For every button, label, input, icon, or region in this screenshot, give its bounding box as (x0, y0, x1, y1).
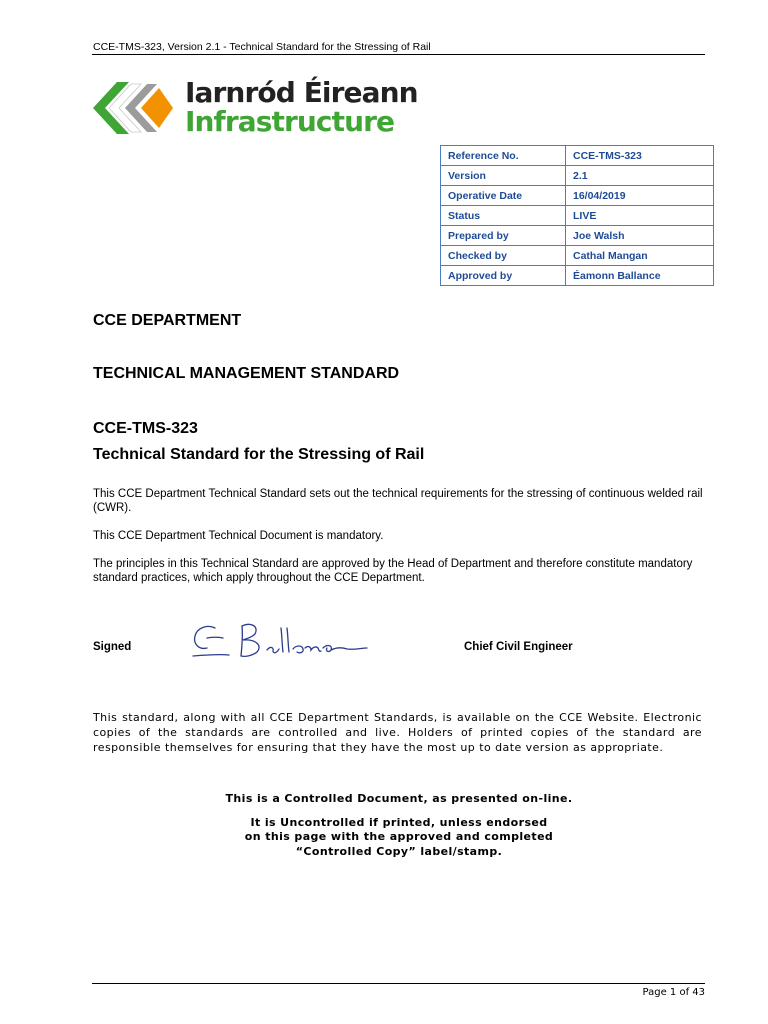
ref-label: Approved by (441, 266, 566, 286)
uncontrolled-notice-line: “Controlled Copy” label/stamp. (295, 845, 503, 858)
table-row (441, 226, 714, 246)
document-title-heading: Technical Standard for the Stressing of Rail (93, 446, 425, 463)
signer-title: Chief Civil Engineer (464, 641, 573, 653)
handwritten-signature (185, 610, 375, 665)
ref-value: Joe Walsh (566, 226, 714, 246)
ref-label: Checked by (441, 246, 566, 266)
mandatory-paragraph: This CCE Department Technical Document is mandatory. (93, 530, 384, 542)
department-heading: CCE DEPARTMENT (93, 312, 242, 329)
ref-label: Version (441, 166, 566, 186)
table-row (441, 206, 714, 226)
controlled-notice: This is a Controlled Document, as presented on-line. (225, 792, 573, 805)
availability-notice: This standard, along with all CCE Department Standards, is available on the CCE Website. Electronic copies of the standards are controlled and live. Holders of printed copies of the standard are responsible themselves for ensuring that they have the most up to date version as appropriate. (93, 711, 702, 754)
ref-value: LIVE (566, 206, 714, 226)
logo-text-brand: Iarnród Éireann (185, 76, 418, 109)
table-row (441, 186, 714, 206)
header-divider (92, 54, 705, 55)
uncontrolled-notice-line: on this page with the approved and completed (244, 830, 554, 843)
ref-label: Operative Date (441, 186, 566, 206)
ref-label: Reference No. (441, 146, 566, 166)
ref-value: 16/04/2019 (566, 186, 714, 206)
ref-value: Cathal Mangan (566, 246, 714, 266)
ref-value: 2.1 (566, 166, 714, 186)
document-code-heading: CCE-TMS-323 (93, 420, 198, 437)
ref-value: CCE-TMS-323 (566, 146, 714, 166)
company-logo (93, 76, 418, 138)
ref-label: Status (441, 206, 566, 226)
logo-mark-icon (93, 82, 173, 134)
footer-divider (92, 983, 705, 984)
standard-type-heading: TECHNICAL MANAGEMENT STANDARD (93, 365, 400, 382)
table-row (441, 166, 714, 186)
uncontrolled-notice-line: It is Uncontrolled if printed, unless endorsed (250, 816, 548, 829)
running-header: CCE-TMS-323, Version 2.1 - Technical Standard for the Stressing of Rail (93, 41, 431, 53)
ref-label: Prepared by (441, 226, 566, 246)
intro-paragraph: This CCE Department Technical Standard sets out the technical requirements for the stressing of continuous welded rail (CWR). (93, 488, 703, 514)
table-row (441, 266, 714, 286)
principles-paragraph: The principles in this Technical Standard are approved by the Head of Department and therefore constitute mandatory standard practices, which apply throughout the CCE Department. (93, 558, 693, 584)
table-row (441, 146, 714, 166)
signed-label: Signed (93, 641, 132, 653)
ref-value: Éamonn Ballance (566, 266, 714, 286)
reference-table (440, 145, 714, 286)
logo-text-division: Infrastructure (185, 105, 395, 138)
page-number: Page 1 of 43 (642, 987, 705, 998)
table-row (441, 246, 714, 266)
